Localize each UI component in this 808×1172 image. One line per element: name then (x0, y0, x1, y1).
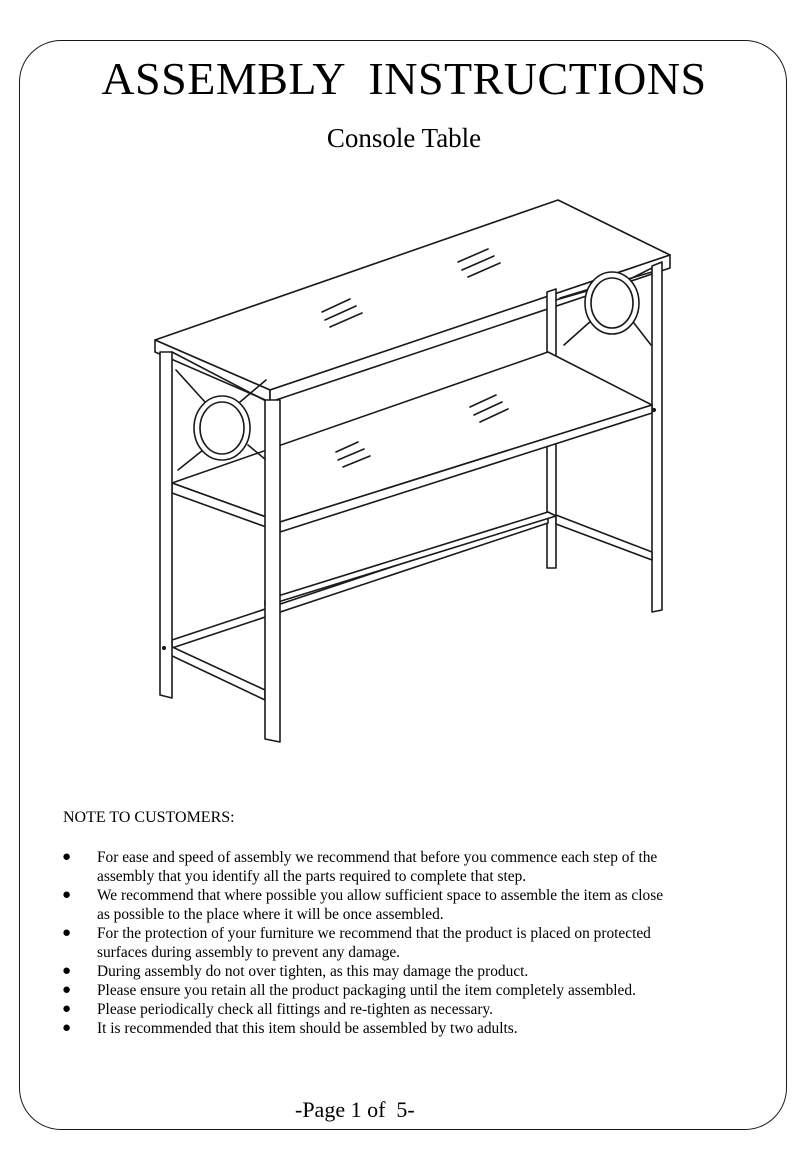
bullet-icon: ● (62, 963, 72, 979)
note-line: Please ensure you retain all the product packaging until the item completely assembled. (97, 982, 636, 999)
list-item (60, 1019, 740, 1038)
list-item (60, 848, 740, 886)
bullet-icon: ● (62, 849, 72, 865)
note-line: For the protection of your furniture we recommend that the product is placed on protected (97, 925, 651, 942)
bullet-icon: ● (62, 887, 72, 903)
page-subtitle: Console Table (326, 123, 482, 153)
bottom-stretchers (172, 512, 652, 648)
list-item (60, 1000, 740, 1019)
note-line: For ease and speed of assembly we recommend that before you commence each step of the (97, 849, 658, 866)
bullet-icon: ● (62, 982, 72, 998)
note-line: During assembly do not over tighten, as this may damage the product. (97, 963, 529, 980)
page-number: -Page 1 of 5- (295, 1097, 415, 1122)
bullet-icon: ● (62, 1001, 72, 1017)
page-title: ASSEMBLY INSTRUCTIONS (101, 53, 707, 104)
note-line: We recommend that where possible you allow sufficient space to assemble the item as close (97, 887, 664, 904)
list-item (60, 886, 740, 924)
list-item (60, 924, 740, 962)
bullet-icon: ● (62, 925, 72, 941)
bullet-icon: ● (62, 1020, 72, 1036)
notes-list (60, 848, 740, 1038)
note-line: surfaces during assembly to prevent any damage. (97, 944, 401, 961)
notes-heading: NOTE TO CUSTOMERS: (63, 809, 235, 826)
note-line: It is recommended that this item should be assembled by two adults. (97, 1020, 518, 1037)
note-line: assembly that you identify all the parts required to complete that step. (97, 868, 527, 885)
list-item (60, 962, 740, 981)
note-line: as possible to the place where it will be once assembled. (97, 906, 444, 923)
left-side-panel (168, 352, 268, 700)
list-item (60, 981, 740, 1000)
note-line: Please periodically check all fittings and re-tighten as necessary. (97, 1001, 494, 1018)
